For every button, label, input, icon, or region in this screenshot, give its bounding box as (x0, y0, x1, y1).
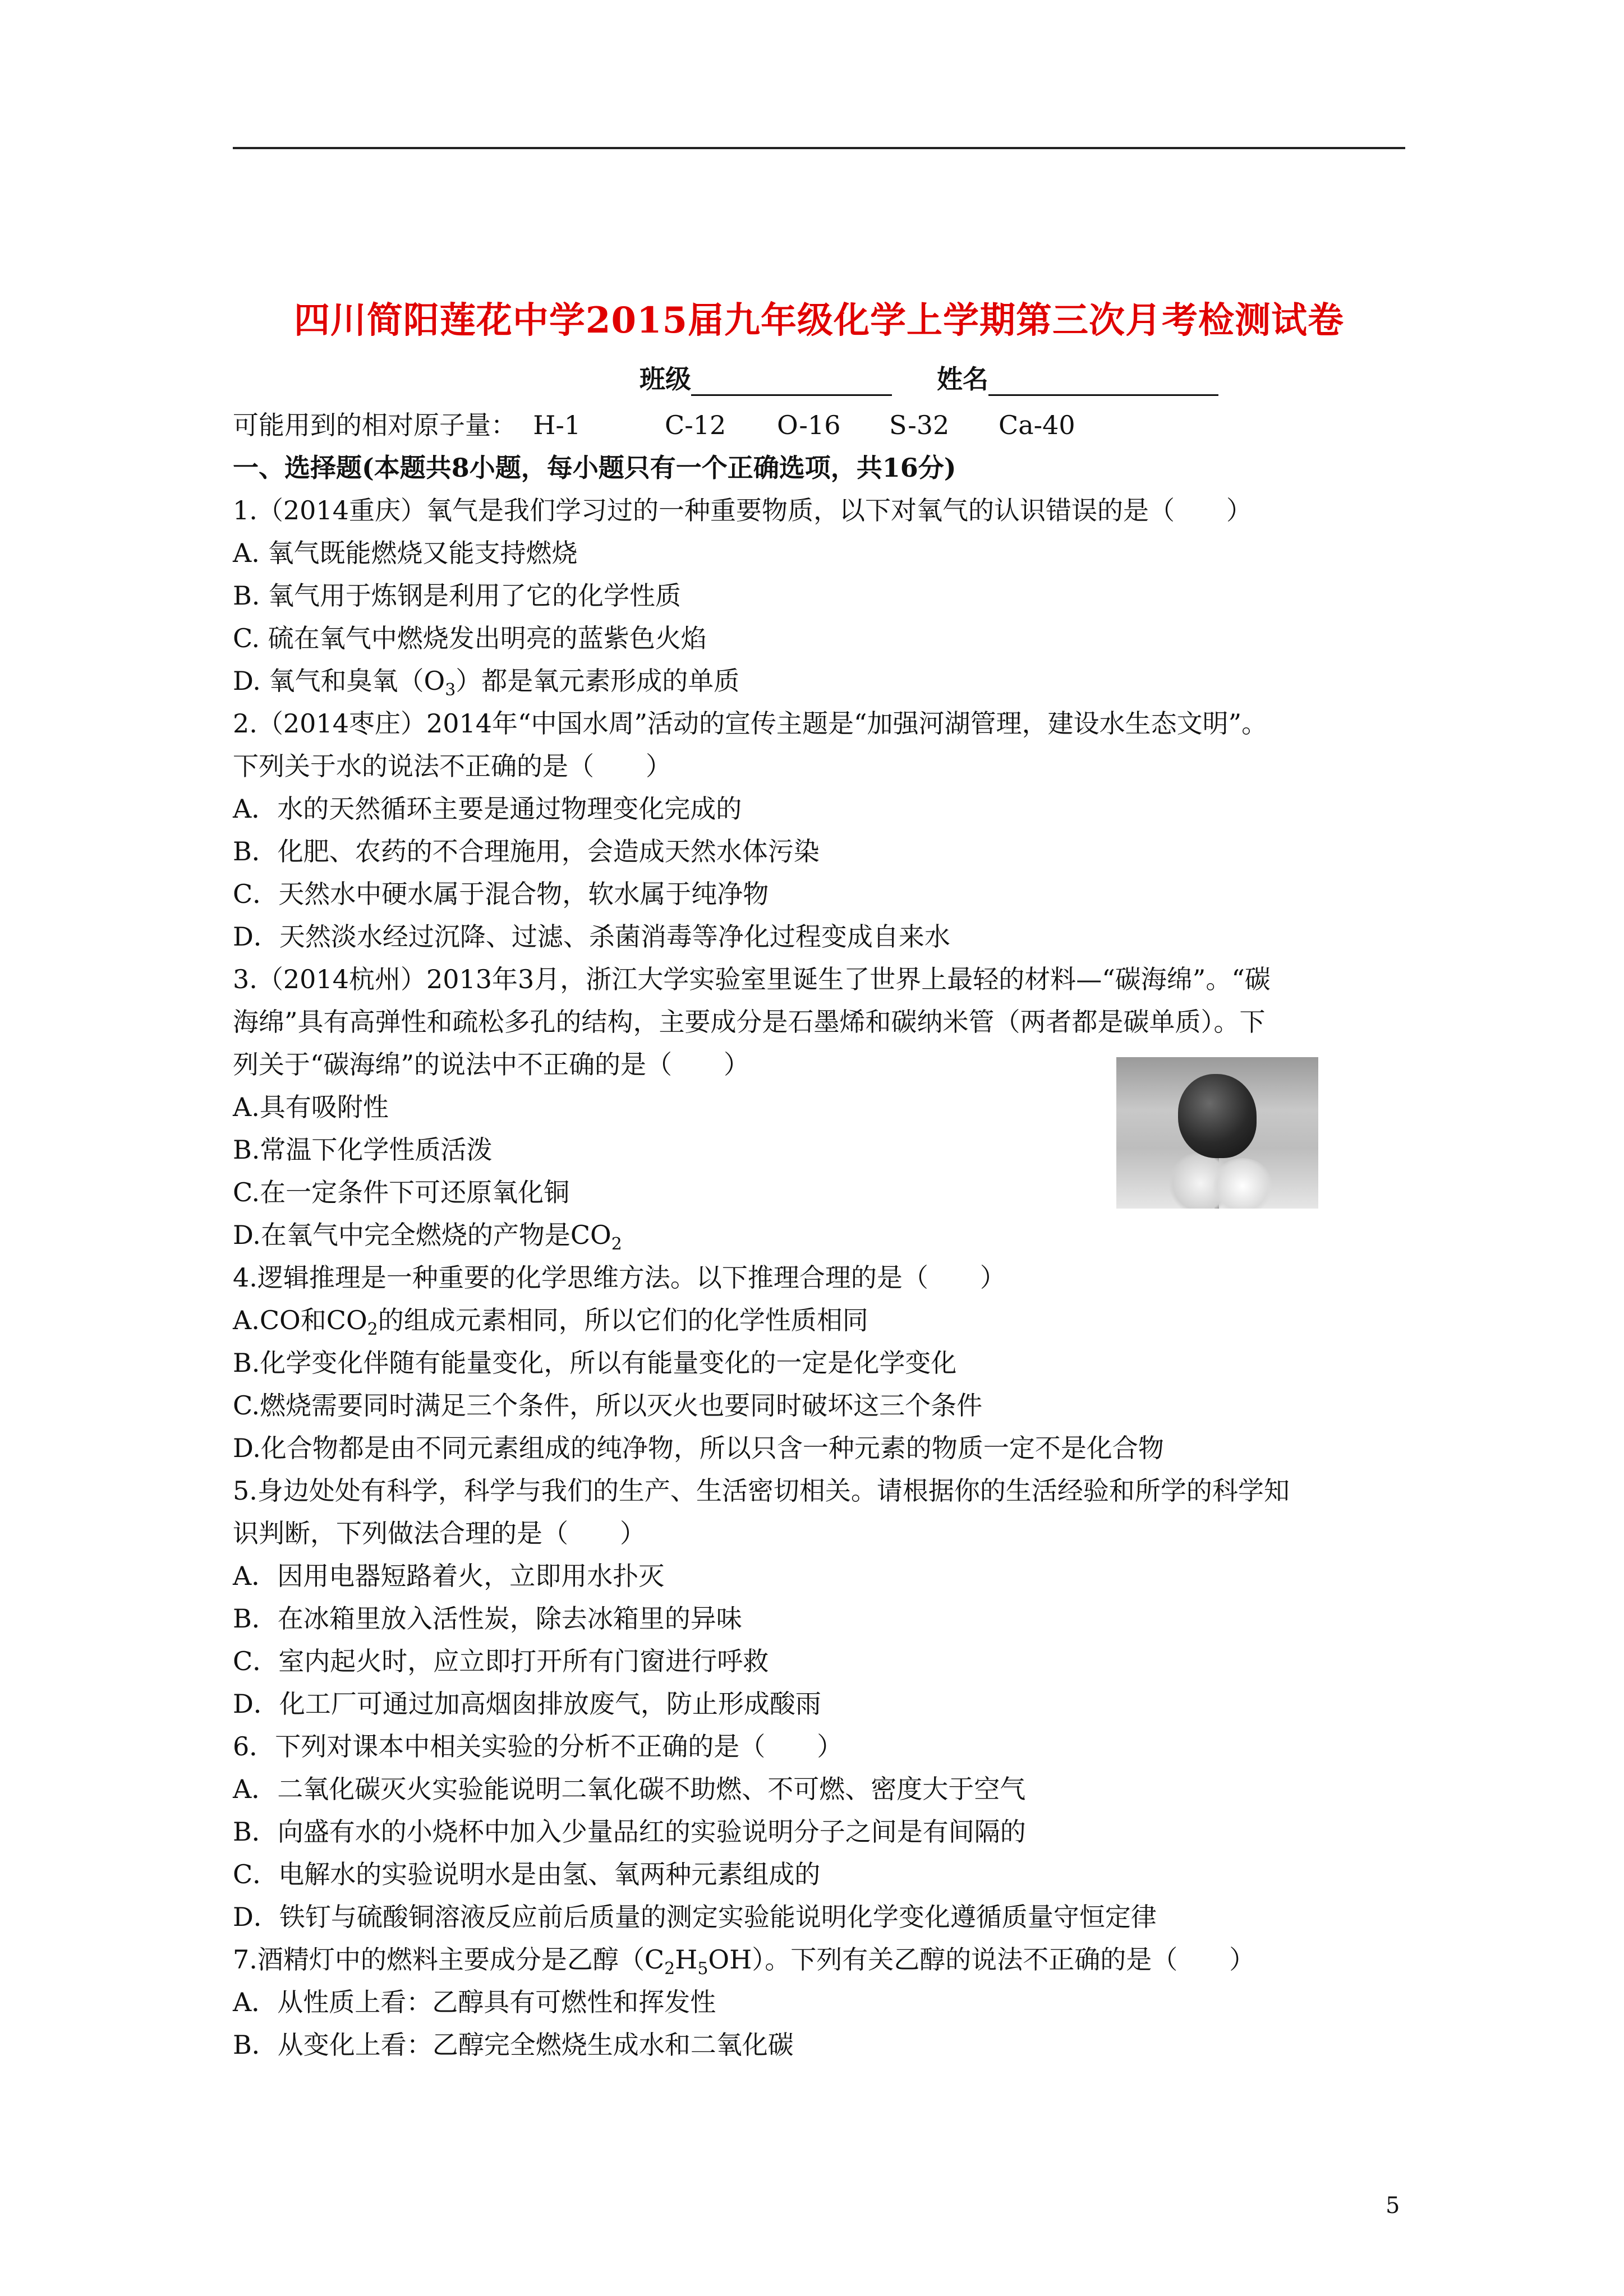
question-3-option-d[interactable] (233, 1214, 1405, 1256)
question-1-option-c[interactable]: C. 硫在氧气中燃烧发出明亮的蓝紫色火焰 (233, 623, 707, 653)
student-info (640, 359, 1218, 396)
section-heading: 一、选择题(本题共8小题，每小题只有一个正确选项，共16分) (233, 453, 956, 483)
exam-content (233, 404, 1405, 2066)
question-3-option-a[interactable]: A.具有吸附性 (233, 1092, 389, 1122)
question-5-stem-2: 识判断，下列做法合理的是（ ） (233, 1518, 646, 1548)
question-2-option-c[interactable]: C．天然水中硬水属于混合物，软水属于纯净物 (233, 879, 769, 909)
q4-a-sub: 2 (367, 1320, 378, 1340)
atomic-mass-ca: Ca-40 (999, 410, 1075, 440)
question-3-stem-2: 海绵”具有高弹性和疏松多孔的结构，主要成分是石墨烯和碳纳米管（两者都是碳单质）。下 (233, 1007, 1266, 1037)
question-6-stem: 6．下列对课本中相关实验的分析不正确的是（ ） (233, 1731, 843, 1762)
question-4-option-d[interactable]: D.化合物都是由不同元素组成的纯净物，所以只含一种元素的物质一定不是化合物 (233, 1433, 1164, 1463)
page-title: 四川简阳莲花中学2015届九年级化学上学期第三次月考检测试卷 (293, 299, 1345, 342)
q7-sub-2: 5 (697, 1959, 709, 1979)
question-4-option-b[interactable]: B.化学变化伴随有能量变化，所以有能量变化的一定是化学变化 (233, 1348, 957, 1378)
question-2-option-b[interactable]: B．化肥、农药的不合理施用，会造成天然水体污染 (233, 836, 820, 866)
atomic-masses (233, 404, 1405, 446)
question-6-option-c[interactable]: C．电解水的实验说明水是由氢、氧两种元素组成的 (233, 1859, 821, 1889)
question-7-option-b[interactable]: B．从变化上看：乙醇完全燃烧生成水和二氧化碳 (233, 2030, 794, 2060)
name-blank[interactable] (988, 367, 1218, 396)
question-7-option-a[interactable]: A．从性质上看：乙醇具有可燃性和挥发性 (233, 1987, 716, 2017)
flower-right (1212, 1158, 1273, 1209)
name-label: 姓名 (937, 364, 988, 394)
question-6-option-a[interactable]: A．二氧化碳灭火实验能说明二氧化碳不助燃、不可燃、密度大于空气 (233, 1774, 1026, 1804)
class-blank[interactable] (691, 367, 892, 396)
q7-stem-post: OH）。下列有关乙醇的说法不正确的是（ ） (708, 1944, 1255, 1975)
question-2-option-d[interactable]: D．天然淡水经过沉降、过滤、杀菌消毒等净化过程变成自来水 (233, 921, 950, 952)
question-6-option-d[interactable]: D．铁钉与硫酸铜溶液反应前后质量的测定实验能说明化学变化遵循质量守恒定律 (233, 1902, 1157, 1932)
question-5-option-c[interactable]: C．室内起火时，应立即打开所有门窗进行呼救 (233, 1646, 769, 1676)
question-1-stem: 1.（2014重庆）氧气是我们学习过的一种重要物质，以下对氧气的认识错误的是（ ） (233, 495, 1252, 525)
question-7-stem (233, 1938, 1405, 1981)
carbon-sponge (1178, 1074, 1257, 1158)
question-6-option-b[interactable]: B．向盛有水的小烧杯中加入少量品红的实验说明分子之间是有间隔的 (233, 1816, 1026, 1847)
atomic-masses-label-group (233, 404, 665, 446)
question-5-stem-1: 5.身边处处有科学，科学与我们的生产、生活密切相关。请根据你的生活经验和所学的科学知 (233, 1476, 1290, 1506)
q1-d-sub: 3 (445, 680, 456, 700)
q3-d-sub: 2 (611, 1234, 622, 1255)
header-rule (233, 147, 1405, 149)
carbon-sponge-photo (1116, 1057, 1318, 1209)
question-1-option-d[interactable] (233, 660, 1405, 702)
question-3-option-c[interactable]: C.在一定条件下可还原氧化铜 (233, 1177, 570, 1207)
q3-d-pre: D.在氧气中完全燃烧的产物是CO (233, 1220, 611, 1250)
atomic-mass-h: H-1 (533, 410, 581, 440)
q4-a-pre: A.CO和CO (233, 1305, 367, 1335)
class-label: 班级 (640, 364, 691, 394)
atomic-mass-c: C-12 (665, 410, 726, 440)
question-3-stem-3: 列关于“碳海绵”的说法中不正确的是（ ） (233, 1049, 750, 1080)
q1-d-post: ）都是氧元素形成的单质 (456, 666, 740, 696)
question-2-option-a[interactable]: A．水的天然循环主要是通过物理变化完成的 (233, 794, 742, 824)
question-4-option-c[interactable]: C.燃烧需要同时满足三个条件，所以灭火也要同时破坏这三个条件 (233, 1390, 983, 1421)
q7-stem-pre: 7.酒精灯中的燃料主要成分是乙醇（C (233, 1944, 665, 1975)
question-3-stem-1: 3.（2014杭州）2013年3月，浙江大学实验室里诞生了世界上最轻的材料—“碳海绵”。“碳 (233, 964, 1271, 994)
q1-d-pre: D. 氧气和臭氧（O (233, 666, 445, 696)
question-2-stem-1: 2.（2014枣庄）2014年“中国水周”活动的宣传主题是“加强河湖管理，建设水生态文明”。 (233, 708, 1268, 739)
question-4-stem: 4.逻辑推理是一种重要的化学思维方法。以下推理合理的是（ ） (233, 1262, 1006, 1293)
question-1-option-a[interactable]: A. 氧气既能燃烧又能支持燃烧 (233, 538, 578, 568)
atomic-masses-label: 可能用到的相对原子量： (233, 410, 517, 440)
atomic-mass-o: O-16 (777, 410, 841, 440)
page-number: 5 (1386, 2193, 1400, 2219)
question-5-option-a[interactable]: A．因用电器短路着火，立即用水扑灭 (233, 1561, 665, 1591)
question-5-option-d[interactable]: D．化工厂可通过加高烟囱排放废气，防止形成酸雨 (233, 1689, 821, 1719)
question-5-option-b[interactable]: B．在冰箱里放入活性炭，除去冰箱里的异味 (233, 1603, 742, 1634)
q4-a-post: 的组成元素相同，所以它们的化学性质相同 (378, 1305, 868, 1335)
question-3-option-b[interactable]: B.常温下化学性质活泼 (233, 1135, 493, 1165)
question-4-option-a[interactable] (233, 1299, 1405, 1341)
question-1-option-b[interactable]: B. 氧气用于炼钢是利用了它的化学性质 (233, 580, 682, 611)
q7-sub-1: 2 (664, 1959, 675, 1979)
question-2-stem-2: 下列关于水的说法不正确的是（ ） (233, 751, 671, 781)
q7-stem-mid: H (675, 1944, 698, 1975)
atomic-mass-s: S-32 (889, 410, 950, 440)
